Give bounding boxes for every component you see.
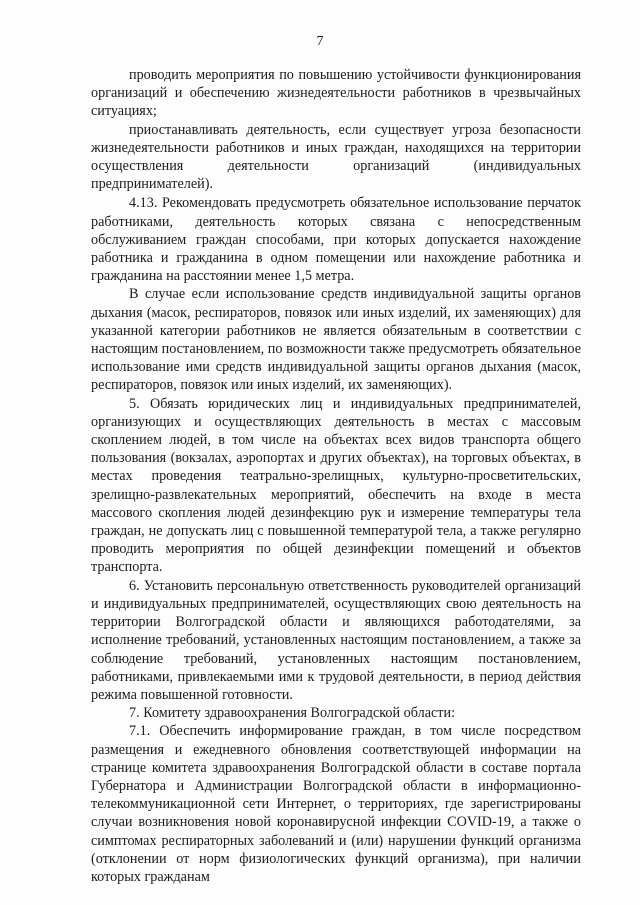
paragraph: 4.13. Рекомендовать предусмотреть обязательное использование перчаток работниками, деятельность которых связана с непосредственным обслуживанием граждан способами, при которых допускается нахождение работника и гражданина в одном помещении или нахождение работника и гражданина на расстоянии менее 1,5 метра.: [91, 195, 581, 285]
paragraph: 7. Комитету здравоохранения Волгоградской области:: [129, 705, 456, 722]
paragraph: 5. Обязать юридических лиц и индивидуальных предпринимателей, организующих и осуществляющих деятельность в местах с массовым скоплением людей, в том числе на объектах всех видов транспорта общего пользования (вокзалах, аэропортах и других объектах), на торговых объектах, в местах проведения театрально-зрелищных, культурно-просветительских, зрелищно-развлекательных мероприятий, обеспечить на входе в места массового скопления людей дезинфекцию рук и измерение температуры тела граждан, не допускать лиц с повышенной температурой тела, а также регулярно проводить мероприятия по общей дезинфекции помещений и объектов транспорта.: [91, 395, 581, 576]
paragraph: 7.1. Обеспечить информирование граждан, в том числе посредством размещения и ежедневного обновления соответствующей информации на странице комитета здравоохранения Волгоградской области в составе портала Губернатора и Администрации Волгоградской области в информационно-телекоммуникационной сети Интернет, о территориях, где зарегистрированы случаи возникновения новой коронавирусной инфекции COVID-19, а также о симптомах респираторных заболеваний и (или) нарушении функций организма (отклонении от норм физиологических функций организма), при наличии которых гражданам: [91, 723, 581, 885]
paragraph: проводить мероприятия по повышению устойчивости функционирования организаций и обеспечению жизнедеятельности работников в чрезвычайных ситуациях;: [91, 67, 581, 120]
paragraph: приостанавливать деятельность, если существует угроза безопасности жизнедеятельности работников и иных граждан, находящихся на территории осуществления деятельности организаций (индивидуальных предпринимателей).: [91, 121, 581, 193]
paragraph: В случае если использование средств индивидуальной защиты органов дыхания (масок, респираторов, повязок или иных изделий, их заменяющих) для указанной категории работников не является обязательным в соответствии с настоящим постановлением, по возможности также предусмотреть обязательное использование ими средств индивидуальной защиты органов дыхания (масок, респираторов, повязок или иных изделий, их заменяющих).: [91, 286, 581, 394]
page-number: 7: [316, 34, 324, 49]
body-text: [91, 66, 581, 886]
paragraph: 6. Установить персональную ответственность руководителей организаций и индивидуальных предпринимателей, осуществляющих свою деятельность на территории Волгоградской области и являющихся работодателями, за исполнение требований, установленных настоящим постановлением, а также за соблюдение требований, установленных настоящим постановлением, работниками, привлекаемыми ими к трудовой деятельности, в период действия режима повышенной готовности.: [91, 577, 581, 703]
